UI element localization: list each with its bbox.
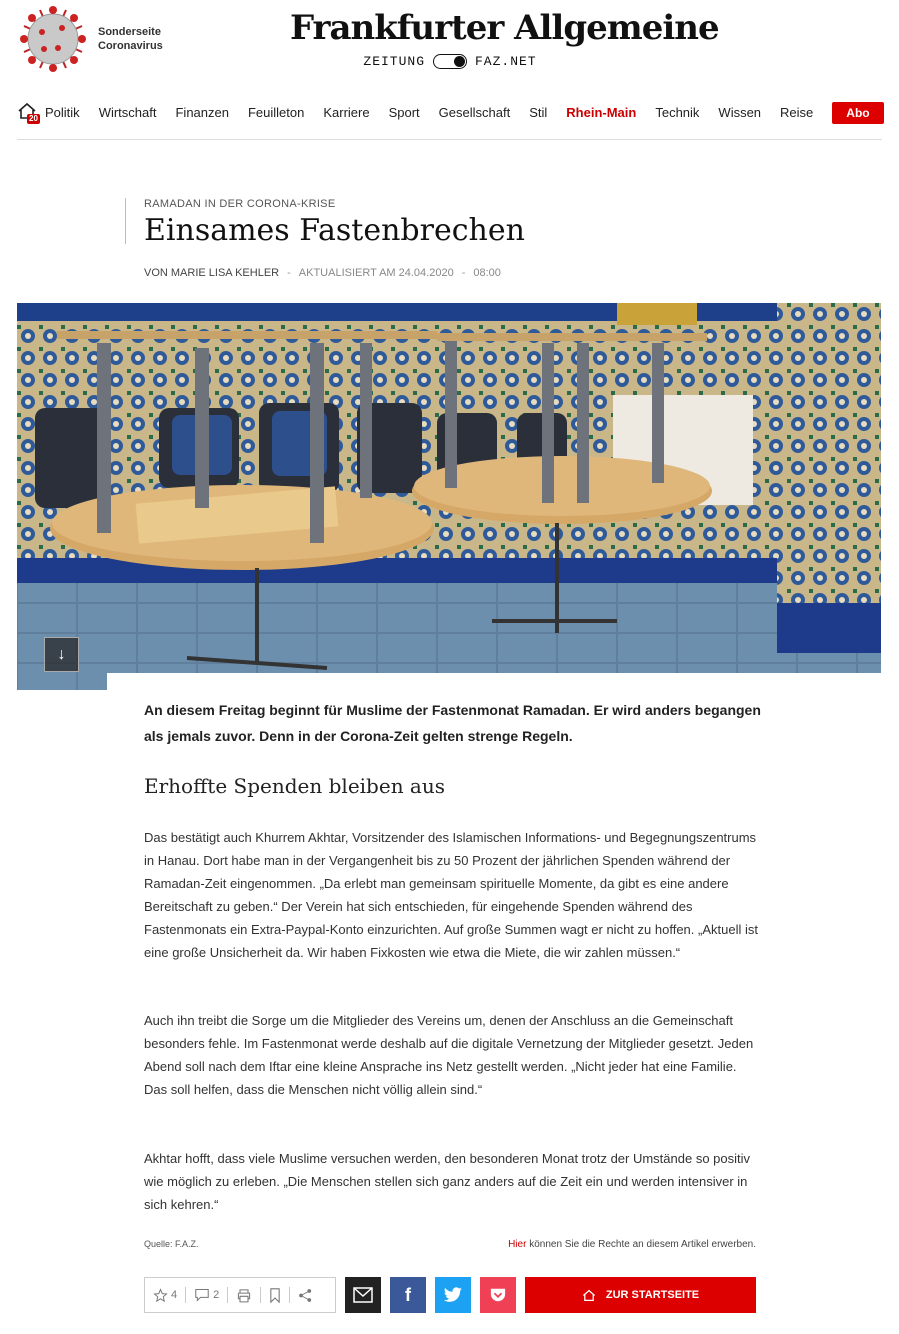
nav-item-reise[interactable]: Reise <box>780 105 814 120</box>
rights-notice <box>508 1239 756 1250</box>
comments-button[interactable] <box>194 1288 219 1302</box>
mail-icon <box>353 1287 373 1303</box>
article-headline: Einsames Fastenbrechen <box>144 213 525 248</box>
coronavirus-icon <box>18 4 88 74</box>
article-subheading: Erhoffte Spenden bleiben aus <box>144 774 445 798</box>
updated-date: AKTUALISIERT AM 24.04.2020 <box>298 267 454 279</box>
hero-image <box>17 303 881 690</box>
nav-item-wissen[interactable]: Wissen <box>718 105 762 120</box>
nav-item-karriere[interactable]: Karriere <box>323 105 370 120</box>
comment-icon <box>194 1288 210 1302</box>
rating-button[interactable] <box>153 1288 177 1303</box>
homepage-button[interactable] <box>525 1277 756 1313</box>
homepage-button-label: ZUR STARTSEITE <box>605 1289 700 1301</box>
rights-link[interactable]: Hier <box>508 1239 527 1250</box>
twitter-share-button[interactable] <box>435 1277 471 1313</box>
article-lead: An diesem Freitag beginnt für Muslime der Fastenmonat Ramadan. Er wird anders begangen als jemals zuvor. Denn in der Corona-Zeit gelten strenge Regeln. <box>144 702 761 744</box>
bookmark-button[interactable] <box>269 1288 281 1303</box>
nav-item-stil[interactable]: Stil <box>529 105 548 120</box>
article-byline: VON MARIE LISA KEHLER - AKTUALISIERT AM 24.04.2020 - 08:00 <box>144 267 501 279</box>
pocket-share-button[interactable] <box>480 1277 516 1313</box>
share-icon <box>298 1288 313 1303</box>
facebook-icon: f <box>405 1284 411 1305</box>
article-paragraph: Auch ihn treibt die Sorge um die Mitglieder des Vereins um, denen der Anschluss an die Gemeinschaft besonders fehle. Im Fastenmonat werde deshalb auf die digitale Vernetzung der Mitglieder gesetzt. Jeden Abend soll nach dem Iftar eine kleine Ansprache ins Netz gestellt werden. „Nicht jeder hat eine Familie. Das soll helfen, dass die Menschen nicht völlig allein sind.“ <box>144 1013 754 1097</box>
rating-count: 4 <box>171 1289 178 1301</box>
home-icon[interactable] <box>17 102 37 124</box>
scroll-down-arrow-icon[interactable]: ↓ <box>44 637 79 672</box>
faz-logo[interactable] <box>290 8 719 69</box>
logo-title: Frankfurter Allgemeine <box>290 8 719 48</box>
updated-time: 08:00 <box>473 267 501 279</box>
share-button[interactable] <box>298 1288 313 1303</box>
corona-special-link[interactable] <box>18 4 163 74</box>
article-kicker: RAMADAN IN DER CORONA-KRISE <box>144 198 336 210</box>
nav-item-rhein-main[interactable]: Rhein-Main <box>566 105 637 120</box>
article-paragraph: Akhtar hofft, dass viele Muslime versuchen werden, den besonderen Monat trotz der Umstände so positiv wie möglich zu erleben. „Die Menschen stellen sich ganz anders auf die Zeit ein und werden intensiver in sich kehren.“ <box>144 1151 751 1212</box>
nav-item-wirtschaft[interactable]: Wirtschaft <box>98 105 157 120</box>
article-source: Quelle: F.A.Z. <box>144 1239 199 1249</box>
main-navigation <box>17 98 882 140</box>
star-icon <box>153 1288 168 1303</box>
abo-button[interactable]: Abo <box>832 102 883 124</box>
edition-toggle[interactable] <box>433 54 467 69</box>
nav-item-technik[interactable]: Technik <box>655 105 700 120</box>
pocket-icon <box>489 1287 507 1303</box>
article-header <box>125 198 525 248</box>
facebook-share-button[interactable] <box>390 1277 426 1313</box>
print-icon <box>236 1288 252 1303</box>
logo-zeitung: ZEITUNG <box>363 54 425 69</box>
nav-item-feuilleton[interactable]: Feuilleton <box>247 105 305 120</box>
rights-text: können Sie die Rechte an diesem Artikel erwerben. <box>526 1239 756 1250</box>
nav-item-politik[interactable]: Politik <box>45 105 80 120</box>
author-link[interactable]: VON MARIE LISA KEHLER <box>144 267 280 279</box>
nav-item-finanzen[interactable]: Finanzen <box>175 105 229 120</box>
nav-item-sport[interactable]: Sport <box>388 105 420 120</box>
corona-line-1: Sonderseite <box>98 26 161 38</box>
site-header <box>0 0 899 140</box>
corona-line-2: Coronavirus <box>98 40 163 52</box>
notification-badge: 20 <box>29 113 38 123</box>
email-share-button[interactable] <box>345 1277 381 1313</box>
twitter-icon <box>443 1287 463 1303</box>
print-button[interactable] <box>236 1288 252 1303</box>
home-icon <box>582 1289 596 1302</box>
nav-item-gesellschaft[interactable]: Gesellschaft <box>438 105 511 120</box>
article-paragraph: Das bestätigt auch Khurrem Akhtar, Vorsitzender des Islamischen Informations- und Begegnungszentrums in Hanau. Dort habe man in der Vergangenheit bis zu 50 Prozent der jährlichen Spenden während der Ramadan-Zeit eingenommen. „Da erlebt man gemeinsam spirituelle Momente, da gibt es eine andere Bereitschaft zu geben.“ Der Verein hat sich entschieden, für eingehende Spenden während des Fastenmonats ein Extra-Paypal-Konto einzurichten. Auf große Summen wagt er nicht zu hoffen. „Aktuell ist eine große Unsicherheit da. Wir haben Fixkosten wie etwa die Miete, die wir zahlen müssen.“ <box>144 830 758 960</box>
content-panel-edge <box>107 673 881 693</box>
comment-count: 2 <box>213 1289 220 1301</box>
logo-faznet: FAZ.NET <box>475 54 537 69</box>
article-actions <box>144 1277 336 1313</box>
bookmark-icon <box>269 1288 281 1303</box>
